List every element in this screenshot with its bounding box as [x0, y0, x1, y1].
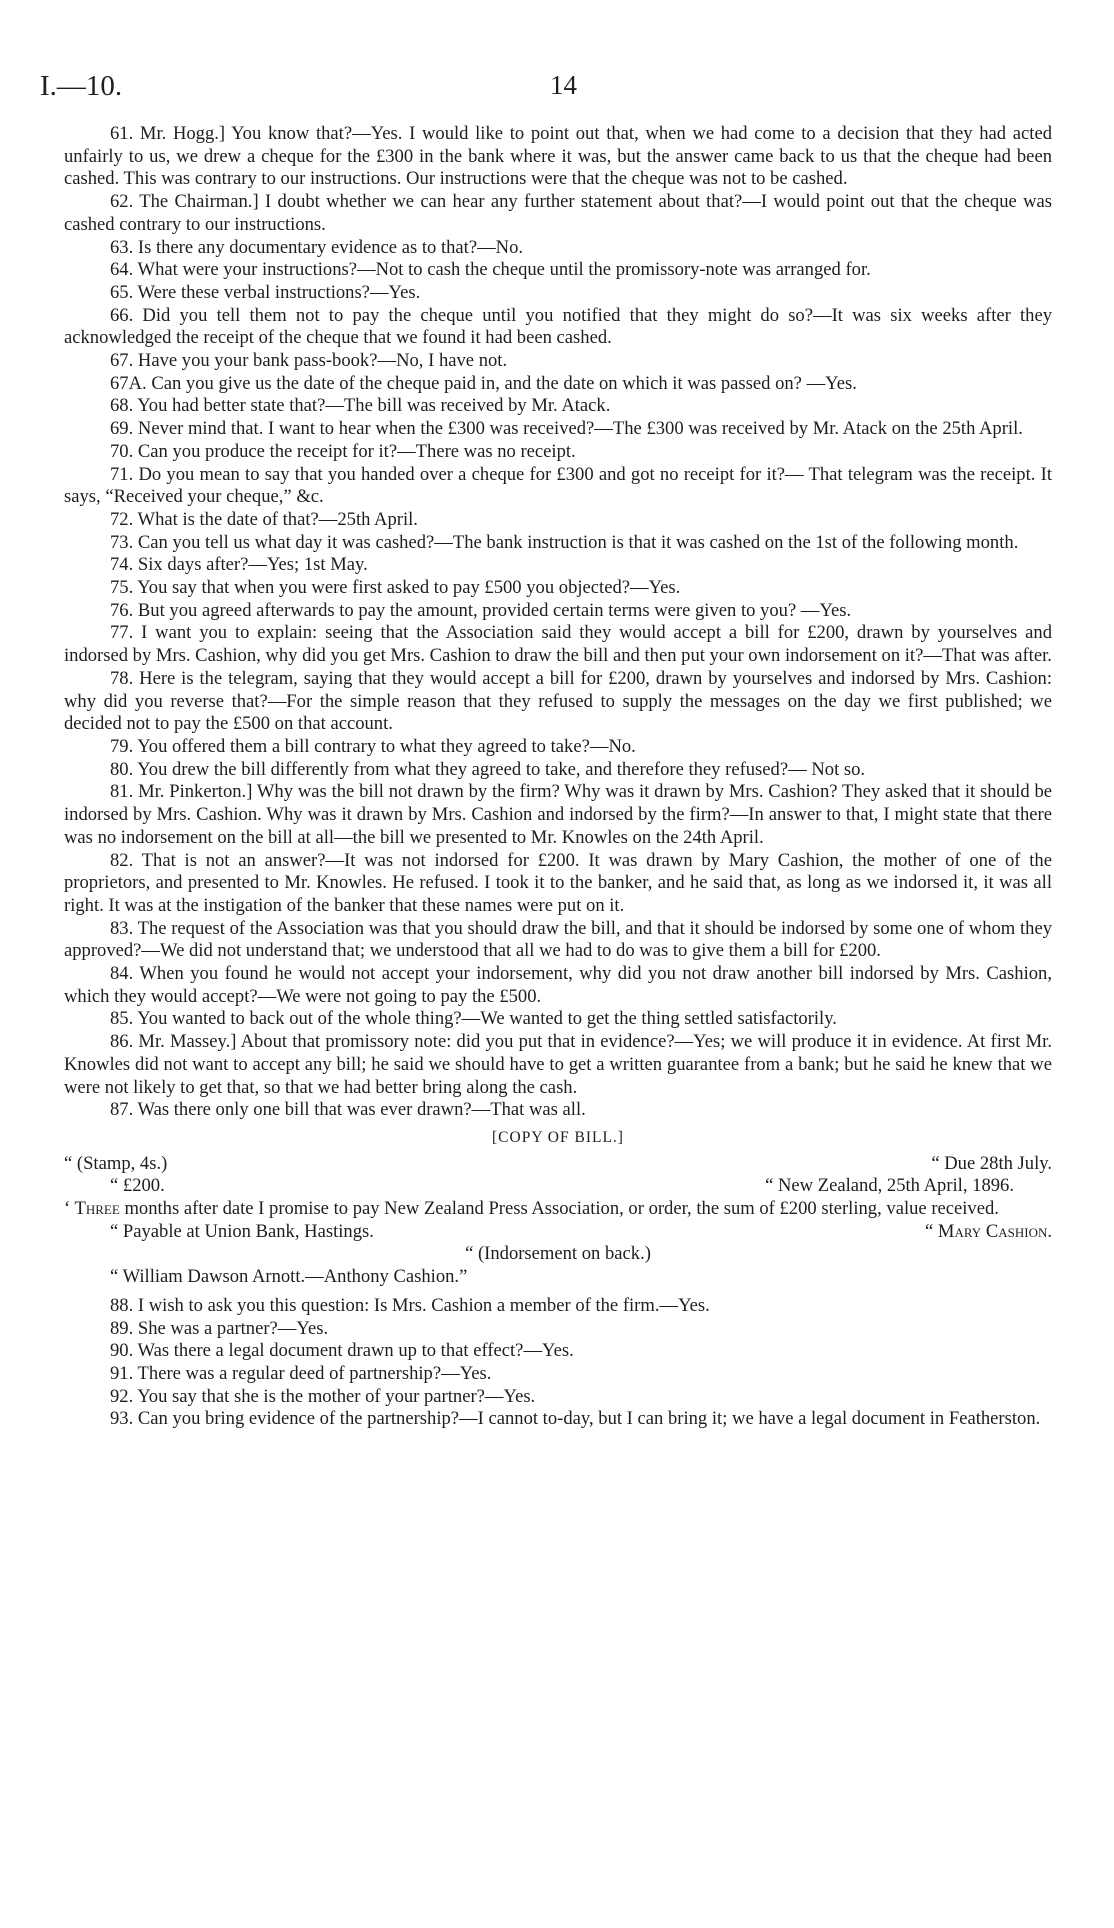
bill-stamp: “ (Stamp, 4s.) — [64, 1152, 168, 1174]
document-reference: I.—10. — [40, 70, 123, 102]
bill-amount-row — [64, 1175, 1052, 1198]
paragraph-78: 78. Here is the telegram, saying that they would accept a bill for £200, drawn by yourselves and indorsed by Mrs. Cashion: why did you reverse that?—For the simple reason that they refused to supply the messages on the day we first published; we decided not to pay the £500 on that account. — [64, 667, 1052, 735]
bill-indorsers: “ William Dawson Arnott.—Anthony Cashion.” — [110, 1266, 468, 1288]
paragraph-83: 83. The request of the Association was that you should draw the bill, and that it should be indorsed by some one of whom they approved?—We did not understand that; we understood that all we had to do was to give them a bill for £200. — [64, 917, 1052, 962]
paragraph-66: 66. Did you tell them not to pay the cheque until you notified that they might do so?—It was six weeks after they acknowledged the receipt of the cheque that we found it had been cashed. — [64, 304, 1052, 349]
paragraph-71: 71. Do you mean to say that you handed over a cheque for £300 and got no receipt for it?— That telegram was the receipt. It says, “Received your cheque,” &c. — [64, 463, 1052, 508]
bill-indorsement-note: “ (Indorsement on back.) — [465, 1243, 651, 1265]
paragraph-75: 75. You say that when you were first asked to pay £500 you objected?—Yes. — [110, 577, 681, 599]
paragraph-82: 82. That is not an answer?—It was not indorsed for £200. It was drawn by Mary Cashion, the mother of one of the proprietors, and presented to Mr. Knowles. He refused. I took it to the banker, and he said that, as long as we indorsed it, it was all right. It was at the instigation of the banker that these names were put on it. — [64, 849, 1052, 916]
document-body — [64, 123, 1052, 1431]
paragraph-79: 79. You offered them a bill contrary to what they agreed to take?—No. — [110, 735, 636, 757]
paragraph-76: 76. But you agreed afterwards to pay the amount, provided certain terms were given to you? —Yes. — [110, 599, 852, 621]
bill-payable: “ Payable at Union Bank, Hastings. — [110, 1220, 374, 1242]
paragraph-89: 89. She was a partner?—Yes. — [110, 1317, 329, 1339]
paragraph-84: 84. When you found he would not accept your indorsement, why did you not draw another bill indorsed by Mrs. Cashion, which they would accept?—We were not going to pay the £500. — [64, 963, 1052, 1007]
paragraph-81: 81. Mr. Pinkerton.] Why was the bill not drawn by the firm? Why was it drawn by Mrs. Cashion? They asked that it should be indorsed by Mrs. Cashion. Why was it drawn by Mrs. Cashion and indorsed by the firm?—In answer to that, I might state that there was no indorsement on the bill at all—the bill we presented to Mr. Knowles on the 24th April. — [64, 781, 1052, 848]
paragraph-64: 64. What were your instructions?—Not to cash the cheque until the promissory-note was arranged for. — [110, 259, 871, 281]
bill-copy-heading: [COPY OF BILL.] — [492, 1128, 624, 1146]
bill-amount: “ £200. — [110, 1175, 165, 1197]
paragraph-67: 67. Have you your bank pass-book?—No, I have not. — [110, 350, 508, 372]
paragraph-74: 74. Six days after?—Yes; 1st May. — [110, 554, 368, 576]
bill-body-text: months after date I promise to pay New Zealand Press Association, or order, the sum of £200 sterling, value received. — [119, 1198, 999, 1220]
paragraph-61: 61. Mr. Hogg.] You know that?—Yes. I would like to point out that, when we had come to a decision that they had acted unfairly to us, we drew a cheque for the £300 in the bank where it was, but the answer came back to us that the cheque had been cashed. This was contrary to our instructions. Our instructions were that the cheque was not to be cashed. — [64, 123, 1052, 190]
paragraph-67a: 67A. Can you give us the date of the cheque paid in, and the date on which it was passed on? —Yes. — [110, 372, 857, 394]
paragraph-86: 86. Mr. Massey.] About that promissory note: did you put that in evidence?—Yes; we will produce it in evidence. At first Mr. Knowles did not want to accept any bill; he said we should have to get a written guarantee from a bank; but he said he knew that we were not likely to get that, so that we had better bring along the cash. — [64, 1031, 1052, 1098]
paragraph-73: 73. Can you tell us what day it was cashed?—The bank instruction is that it was cashed on the 1st of the following month. — [110, 531, 1019, 553]
bill-place-date: “ New Zealand, 25th April, 1896. — [765, 1175, 1014, 1197]
paragraph-72: 72. What is the date of that?—25th April. — [110, 508, 418, 530]
bill-due-date: “ Due 28th July. — [931, 1152, 1052, 1174]
paragraph-90: 90. Was there a legal document drawn up to that effect?—Yes. — [110, 1340, 574, 1362]
paragraph-87: 87. Was there only one bill that was ever drawn?—That was all. — [110, 1099, 586, 1121]
paragraph-88: 88. I wish to ask you this question: Is Mrs. Cashion a member of the firm.—Yes. — [110, 1294, 710, 1316]
paragraph-85: 85. You wanted to back out of the whole thing?—We wanted to get the thing settled satisfactorily. — [110, 1008, 837, 1030]
paragraph-68: 68. You had better state that?—The bill was received by Mr. Atack. — [110, 395, 611, 417]
page-header — [40, 70, 1050, 106]
paragraph-92: 92. You say that she is the mother of your partner?—Yes. — [110, 1385, 536, 1407]
paragraph-80: 80. You drew the bill differently from what they agreed to take, and therefore they refused?— Not so. — [110, 758, 866, 780]
bill-payable-row — [64, 1221, 1052, 1244]
paragraph-62: 62. The Chairman.] I doubt whether we can hear any further statement about that?—I would point out that the cheque was cashed contrary to our instructions. — [64, 191, 1052, 235]
bill-signature: “ Mary Cashion. — [925, 1220, 1052, 1242]
paragraph-63: 63. Is there any documentary evidence as to that?—No. — [110, 236, 524, 258]
paragraph-65: 65. Were these verbal instructions?—Yes. — [110, 281, 421, 303]
bill-stamp-row — [64, 1153, 1052, 1176]
paragraph-69: 69. Never mind that. I want to hear when the £300 was received?—The £300 was received by Mr. Atack on the 25th April. — [110, 418, 1023, 440]
paragraph-70: 70. Can you produce the receipt for it?—There was no receipt. — [110, 440, 576, 462]
paragraph-77: 77. I want you to explain: seeing that the Association said they would accept a bill for £200, drawn by yourselves and indorsed by Mrs. Cashion, why did you get Mrs. Cashion to draw the bill and then put your own indorsement on it?—That was after. — [64, 622, 1052, 667]
bill-body-lead: ‘ Three — [64, 1198, 120, 1220]
paragraph-91: 91. There was a regular deed of partnership?—Yes. — [110, 1362, 492, 1384]
bill-body — [64, 1198, 1052, 1221]
paragraph-93: 93. Can you bring evidence of the partnership?—I cannot to-day, but I can bring it; we have a legal document in Featherston. — [110, 1408, 1041, 1430]
page-number: 14 — [550, 70, 577, 100]
